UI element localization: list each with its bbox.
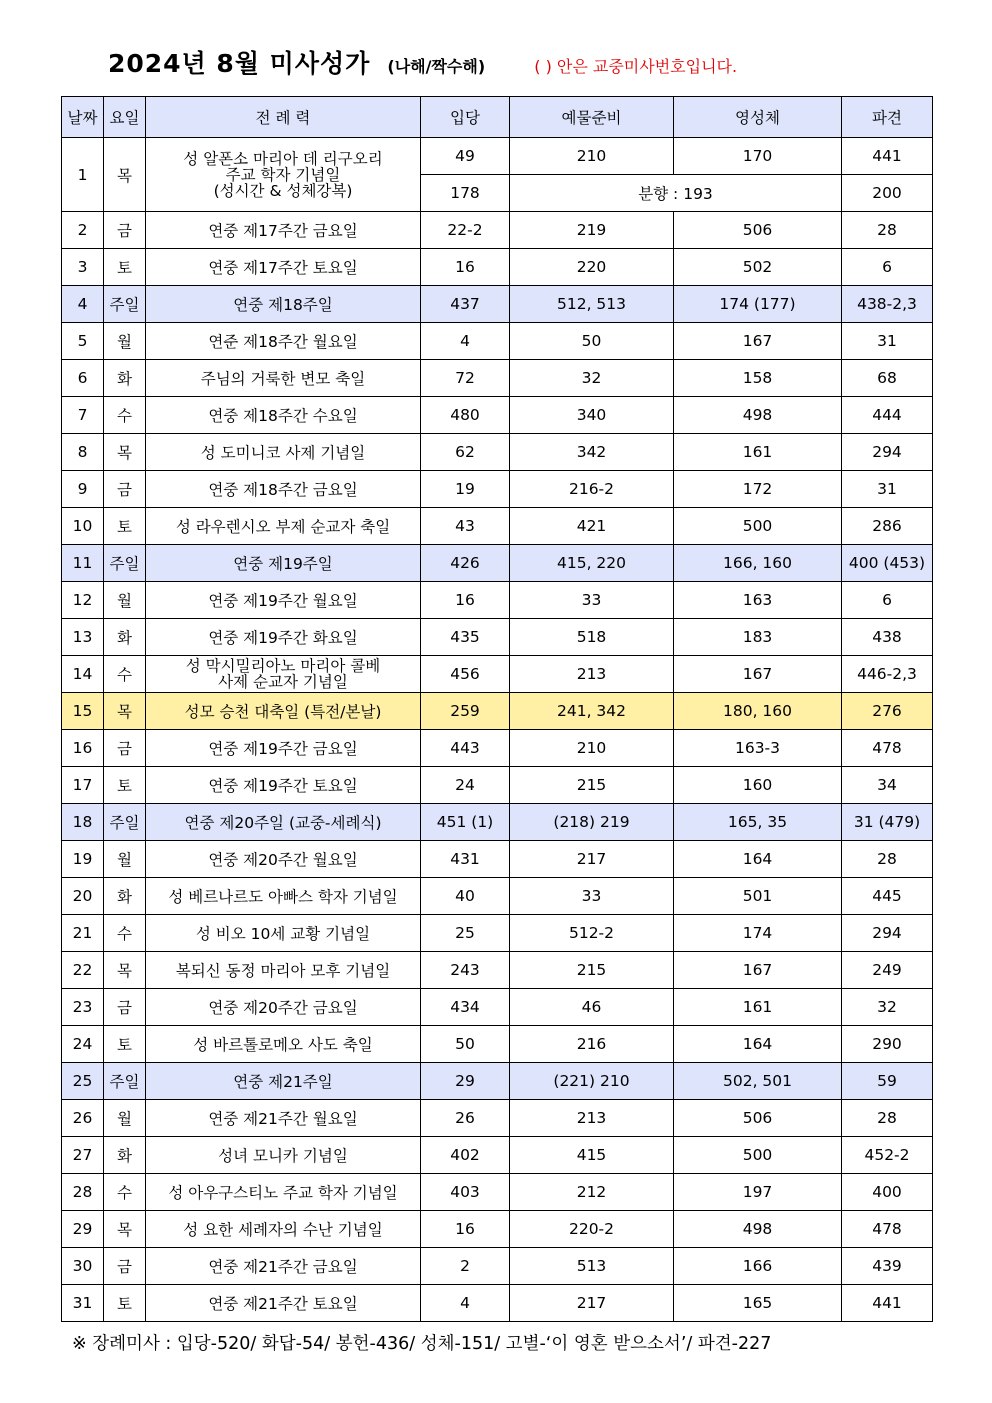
- date-cell: 4: [62, 286, 104, 323]
- weekday-cell: 목: [104, 138, 146, 212]
- weekday-cell: 목: [104, 693, 146, 730]
- feast-cell: [146, 138, 421, 212]
- table-row: [62, 1211, 933, 1248]
- communion-cell: 197: [674, 1174, 842, 1211]
- communion-cell: 165, 35: [674, 804, 842, 841]
- entrance-cell: 16: [421, 1211, 510, 1248]
- table-row: [62, 434, 933, 471]
- communion-cell: 160: [674, 767, 842, 804]
- parenthesis-note: ( ) 안은 교중미사번호입니다.: [534, 57, 738, 76]
- col-communion: 영성체: [674, 97, 842, 138]
- weekday-cell: 토: [104, 508, 146, 545]
- feast-cell: 연중 제18주간 수요일: [146, 397, 421, 434]
- feast-cell: 연중 제17주간 토요일: [146, 249, 421, 286]
- entrance-cell: 259: [421, 693, 510, 730]
- dismissal-cell: 400: [842, 1174, 933, 1211]
- weekday-cell: 토: [104, 1026, 146, 1063]
- weekday-cell: 월: [104, 841, 146, 878]
- table-row: [62, 1100, 933, 1137]
- dismissal-cell: 290: [842, 1026, 933, 1063]
- feast-cell: 연준 제18주간 월요일: [146, 323, 421, 360]
- dismissal-cell: 68: [842, 360, 933, 397]
- feast-cell: [146, 656, 421, 693]
- dismissal-cell: 31: [842, 471, 933, 508]
- offertory-cell: 213: [510, 656, 674, 693]
- feast-cell: 연중 제17주간 금요일: [146, 212, 421, 249]
- date-cell: 28: [62, 1174, 104, 1211]
- communion-cell: 172: [674, 471, 842, 508]
- dismissal-cell: 200: [842, 175, 933, 212]
- offertory-cell: 217: [510, 1285, 674, 1322]
- weekday-cell: 금: [104, 730, 146, 767]
- dismissal-cell: 28: [842, 212, 933, 249]
- date-cell: 12: [62, 582, 104, 619]
- dismissal-cell: 478: [842, 730, 933, 767]
- offertory-cell: 46: [510, 989, 674, 1026]
- feast-cell: 연중 제19주일: [146, 545, 421, 582]
- communion-cell: 166: [674, 1248, 842, 1285]
- entrance-cell: 431: [421, 841, 510, 878]
- weekday-cell: 화: [104, 878, 146, 915]
- offertory-cell: 216-2: [510, 471, 674, 508]
- dismissal-cell: 28: [842, 1100, 933, 1137]
- date-cell: 24: [62, 1026, 104, 1063]
- date-cell: 18: [62, 804, 104, 841]
- date-cell: 6: [62, 360, 104, 397]
- table-row: [62, 804, 933, 841]
- communion-cell: 163-3: [674, 730, 842, 767]
- feast-cell: 성녀 모니카 기념일: [146, 1137, 421, 1174]
- dismissal-cell: 6: [842, 249, 933, 286]
- date-cell: 22: [62, 952, 104, 989]
- table-row: [62, 360, 933, 397]
- feast-line: 성 막시밀리아노 마리아 콜베: [185, 657, 381, 675]
- date-cell: 27: [62, 1137, 104, 1174]
- table-row: [62, 767, 933, 804]
- entrance-cell: 456: [421, 656, 510, 693]
- feast-cell: 연중 제18주일: [146, 286, 421, 323]
- communion-cell: 167: [674, 952, 842, 989]
- date-cell: 11: [62, 545, 104, 582]
- table-row: [62, 989, 933, 1026]
- entrance-cell: 480: [421, 397, 510, 434]
- col-offertory: 예물준비: [510, 97, 674, 138]
- dismissal-cell: 31 (479): [842, 804, 933, 841]
- entrance-cell: 437: [421, 286, 510, 323]
- entrance-cell: 443: [421, 730, 510, 767]
- table-row: [62, 952, 933, 989]
- feast-cell: 연중 제21주간 금요일: [146, 1248, 421, 1285]
- communion-cell: 500: [674, 1137, 842, 1174]
- communion-cell: 165: [674, 1285, 842, 1322]
- entrance-cell: 62: [421, 434, 510, 471]
- table-row: [62, 693, 933, 730]
- dismissal-cell: 31: [842, 323, 933, 360]
- communion-cell: 163: [674, 582, 842, 619]
- page-title: 2024년 8월 미사성가: [108, 49, 371, 78]
- feast-cell: 연중 제20주일 (교중-세례식): [146, 804, 421, 841]
- feast-cell: 연중 제18주간 금요일: [146, 471, 421, 508]
- offertory-cell: 342: [510, 434, 674, 471]
- dismissal-cell: 445: [842, 878, 933, 915]
- weekday-cell: 토: [104, 1285, 146, 1322]
- feast-line: 주교 학자 기념일: [225, 165, 341, 184]
- date-cell: 15: [62, 693, 104, 730]
- table-row: [62, 1026, 933, 1063]
- dismissal-cell: 28: [842, 841, 933, 878]
- entrance-cell: 24: [421, 767, 510, 804]
- communion-cell: 500: [674, 508, 842, 545]
- weekday-cell: 주일: [104, 1063, 146, 1100]
- feast-cell: 연중 제19주간 화요일: [146, 619, 421, 656]
- offertory-cell: 32: [510, 360, 674, 397]
- entrance-cell: 25: [421, 915, 510, 952]
- weekday-cell: 금: [104, 471, 146, 508]
- dismissal-cell: 438: [842, 619, 933, 656]
- date-cell: 10: [62, 508, 104, 545]
- communion-cell: 498: [674, 397, 842, 434]
- dismissal-cell: 452-2: [842, 1137, 933, 1174]
- communion-cell: 183: [674, 619, 842, 656]
- table-row: [62, 841, 933, 878]
- offertory-cell: 216: [510, 1026, 674, 1063]
- offertory-cell: 415: [510, 1137, 674, 1174]
- entrance-cell: 49: [421, 138, 510, 175]
- offertory-cell: 518: [510, 619, 674, 656]
- entrance-cell: 26: [421, 1100, 510, 1137]
- offertory-cell: 512-2: [510, 915, 674, 952]
- dismissal-cell: 444: [842, 397, 933, 434]
- weekday-cell: 월: [104, 323, 146, 360]
- weekday-cell: 목: [104, 952, 146, 989]
- offertory-cell: 210: [510, 730, 674, 767]
- entrance-cell: 403: [421, 1174, 510, 1211]
- communion-cell: 166, 160: [674, 545, 842, 582]
- entrance-cell: 402: [421, 1137, 510, 1174]
- feast-line: 사제 순교자 기념일: [218, 673, 348, 691]
- offertory-cell: 241, 342: [510, 693, 674, 730]
- dismissal-cell: 294: [842, 915, 933, 952]
- weekday-cell: 화: [104, 360, 146, 397]
- offertory-cell: (221) 210: [510, 1063, 674, 1100]
- dismissal-cell: 439: [842, 1248, 933, 1285]
- feast-cell: 연중 제19주간 월요일: [146, 582, 421, 619]
- offertory-cell: 220-2: [510, 1211, 674, 1248]
- table-row: [62, 915, 933, 952]
- entrance-cell: 434: [421, 989, 510, 1026]
- date-cell: 30: [62, 1248, 104, 1285]
- table-row: [62, 323, 933, 360]
- col-dismissal: 파견: [842, 97, 933, 138]
- feast-cell: 연중 제19주간 토요일: [146, 767, 421, 804]
- offertory-cell: 421: [510, 508, 674, 545]
- header-row: [62, 97, 933, 138]
- offertory-cell: 213: [510, 1100, 674, 1137]
- dismissal-cell: 276: [842, 693, 933, 730]
- communion-cell: 164: [674, 1026, 842, 1063]
- liturgical-cycle: (나해/짝수해): [387, 57, 486, 76]
- date-cell: 3: [62, 249, 104, 286]
- weekday-cell: 토: [104, 249, 146, 286]
- offertory-cell: 217: [510, 841, 674, 878]
- feast-cell: 연중 제20주간 금요일: [146, 989, 421, 1026]
- feast-cell: 성 비오 10세 교황 기념일: [146, 915, 421, 952]
- weekday-cell: 주일: [104, 545, 146, 582]
- date-cell: 14: [62, 656, 104, 693]
- date-cell: 23: [62, 989, 104, 1026]
- feast-cell: 성 베르나르도 아빠스 학자 기념일: [146, 878, 421, 915]
- feast-cell: 성 요한 세례자의 수난 기념일: [146, 1211, 421, 1248]
- date-cell: 5: [62, 323, 104, 360]
- date-cell: 31: [62, 1285, 104, 1322]
- offertory-cell: 33: [510, 582, 674, 619]
- weekday-cell: 화: [104, 619, 146, 656]
- date-cell: 20: [62, 878, 104, 915]
- offertory-cell: 212: [510, 1174, 674, 1211]
- entrance-cell: 16: [421, 582, 510, 619]
- table-row: [62, 212, 933, 249]
- feast-line: (성시간 & 성체강복): [213, 181, 353, 200]
- date-cell: 7: [62, 397, 104, 434]
- weekday-cell: 주일: [104, 286, 146, 323]
- table-row: [62, 1174, 933, 1211]
- date-cell: 16: [62, 730, 104, 767]
- entrance-cell: 50: [421, 1026, 510, 1063]
- incense-cell: 분향 : 193: [510, 175, 842, 212]
- communion-cell: 174: [674, 915, 842, 952]
- communion-cell: 170: [674, 138, 842, 175]
- weekday-cell: 목: [104, 1211, 146, 1248]
- weekday-cell: 수: [104, 656, 146, 693]
- offertory-cell: 33: [510, 878, 674, 915]
- weekday-cell: 수: [104, 1174, 146, 1211]
- table-row: [62, 286, 933, 323]
- offertory-cell: 219: [510, 212, 674, 249]
- feast-cell: 성 라우렌시오 부제 순교자 축일: [146, 508, 421, 545]
- offertory-cell: 215: [510, 952, 674, 989]
- table-row: [62, 508, 933, 545]
- communion-cell: 506: [674, 1100, 842, 1137]
- entrance-cell: 40: [421, 878, 510, 915]
- communion-cell: 506: [674, 212, 842, 249]
- entrance-cell: 43: [421, 508, 510, 545]
- col-date: 날짜: [62, 97, 104, 138]
- entrance-cell: 72: [421, 360, 510, 397]
- weekday-cell: 월: [104, 1100, 146, 1137]
- offertory-cell: 513: [510, 1248, 674, 1285]
- entrance-cell: 16: [421, 249, 510, 286]
- entrance-cell: 22-2: [421, 212, 510, 249]
- entrance-cell: 451 (1): [421, 804, 510, 841]
- weekday-cell: 토: [104, 767, 146, 804]
- col-entrance: 입당: [421, 97, 510, 138]
- dismissal-cell: 32: [842, 989, 933, 1026]
- date-cell: 26: [62, 1100, 104, 1137]
- dismissal-cell: 441: [842, 138, 933, 175]
- communion-cell: 161: [674, 434, 842, 471]
- weekday-cell: 수: [104, 915, 146, 952]
- table-row: [62, 656, 933, 693]
- weekday-cell: 금: [104, 1248, 146, 1285]
- offertory-cell: 215: [510, 767, 674, 804]
- offertory-cell: 50: [510, 323, 674, 360]
- communion-cell: 161: [674, 989, 842, 1026]
- date-cell: 25: [62, 1063, 104, 1100]
- weekday-cell: 금: [104, 212, 146, 249]
- entrance-cell: 435: [421, 619, 510, 656]
- funeral-mass-note: ※ 장례미사 : 입당-520/ 화답-54/ 봉헌-436/ 성체-151/ 고별-‘이 영혼 받으소서’/ 파견-227: [72, 1334, 772, 1354]
- dismissal-cell: 59: [842, 1063, 933, 1100]
- entrance-cell: 243: [421, 952, 510, 989]
- communion-cell: 174 (177): [674, 286, 842, 323]
- date-cell: 2: [62, 212, 104, 249]
- dismissal-cell: 34: [842, 767, 933, 804]
- page-header: [108, 44, 928, 84]
- weekday-cell: 수: [104, 397, 146, 434]
- weekday-cell: 월: [104, 582, 146, 619]
- dismissal-cell: 286: [842, 508, 933, 545]
- dismissal-cell: 441: [842, 1285, 933, 1322]
- communion-cell: 501: [674, 878, 842, 915]
- entrance-cell: 2: [421, 1248, 510, 1285]
- feast-cell: 연중 제21주일: [146, 1063, 421, 1100]
- date-cell: 29: [62, 1211, 104, 1248]
- dismissal-cell: 249: [842, 952, 933, 989]
- feast-cell: 복되신 동정 마리아 모후 기념일: [146, 952, 421, 989]
- weekday-cell: 주일: [104, 804, 146, 841]
- date-cell: 9: [62, 471, 104, 508]
- offertory-cell: 220: [510, 249, 674, 286]
- communion-cell: 502, 501: [674, 1063, 842, 1100]
- table-row: [62, 1248, 933, 1285]
- communion-cell: 180, 160: [674, 693, 842, 730]
- feast-cell: 연중 제19주간 금요일: [146, 730, 421, 767]
- entrance-cell: 29: [421, 1063, 510, 1100]
- feast-cell: 연중 제21주간 월요일: [146, 1100, 421, 1137]
- table-row: [62, 545, 933, 582]
- table-row: [62, 619, 933, 656]
- communion-cell: 167: [674, 323, 842, 360]
- col-feast: 전 례 력: [146, 97, 421, 138]
- table-row: [62, 582, 933, 619]
- hymn-schedule-table: [61, 96, 933, 1322]
- communion-cell: 502: [674, 249, 842, 286]
- date-cell: 17: [62, 767, 104, 804]
- feast-cell: 연중 제20주간 월요일: [146, 841, 421, 878]
- communion-cell: 167: [674, 656, 842, 693]
- offertory-cell: 415, 220: [510, 545, 674, 582]
- date-cell: 1: [62, 138, 104, 212]
- feast-cell: 성 도미니코 사제 기념일: [146, 434, 421, 471]
- entrance-cell: 178: [421, 175, 510, 212]
- col-weekday: 요일: [104, 97, 146, 138]
- dismissal-cell: 294: [842, 434, 933, 471]
- offertory-cell: 210: [510, 138, 674, 175]
- table-row: [62, 397, 933, 434]
- table-row: [62, 1063, 933, 1100]
- dismissal-cell: 400 (453): [842, 545, 933, 582]
- date-cell: 8: [62, 434, 104, 471]
- weekday-cell: 목: [104, 434, 146, 471]
- table-row: [62, 1137, 933, 1174]
- date-cell: 19: [62, 841, 104, 878]
- dismissal-cell: 446-2,3: [842, 656, 933, 693]
- feast-cell: 성모 승천 대축일 (특전/본날): [146, 693, 421, 730]
- table-row: [62, 878, 933, 915]
- date-cell: 21: [62, 915, 104, 952]
- weekday-cell: 화: [104, 1137, 146, 1174]
- date-cell: 13: [62, 619, 104, 656]
- feast-cell: 주님의 거룩한 변모 축일: [146, 360, 421, 397]
- entrance-cell: 426: [421, 545, 510, 582]
- entrance-cell: 4: [421, 323, 510, 360]
- feast-line: 성 알폰소 마리아 데 리구오리: [183, 149, 383, 168]
- communion-cell: 498: [674, 1211, 842, 1248]
- dismissal-cell: 438-2,3: [842, 286, 933, 323]
- offertory-cell: (218) 219: [510, 804, 674, 841]
- table-row: [62, 730, 933, 767]
- table-row: [62, 1285, 933, 1322]
- offertory-cell: 512, 513: [510, 286, 674, 323]
- communion-cell: 164: [674, 841, 842, 878]
- table-row: [62, 138, 933, 175]
- dismissal-cell: 6: [842, 582, 933, 619]
- feast-cell: 성 바르톨로메오 사도 축일: [146, 1026, 421, 1063]
- communion-cell: 158: [674, 360, 842, 397]
- entrance-cell: 4: [421, 1285, 510, 1322]
- weekday-cell: 금: [104, 989, 146, 1026]
- feast-cell: 연중 제21주간 토요일: [146, 1285, 421, 1322]
- feast-cell: 성 아우구스티노 주교 학자 기념일: [146, 1174, 421, 1211]
- dismissal-cell: 478: [842, 1211, 933, 1248]
- table-row: [62, 471, 933, 508]
- table-row: [62, 249, 933, 286]
- offertory-cell: 340: [510, 397, 674, 434]
- entrance-cell: 19: [421, 471, 510, 508]
